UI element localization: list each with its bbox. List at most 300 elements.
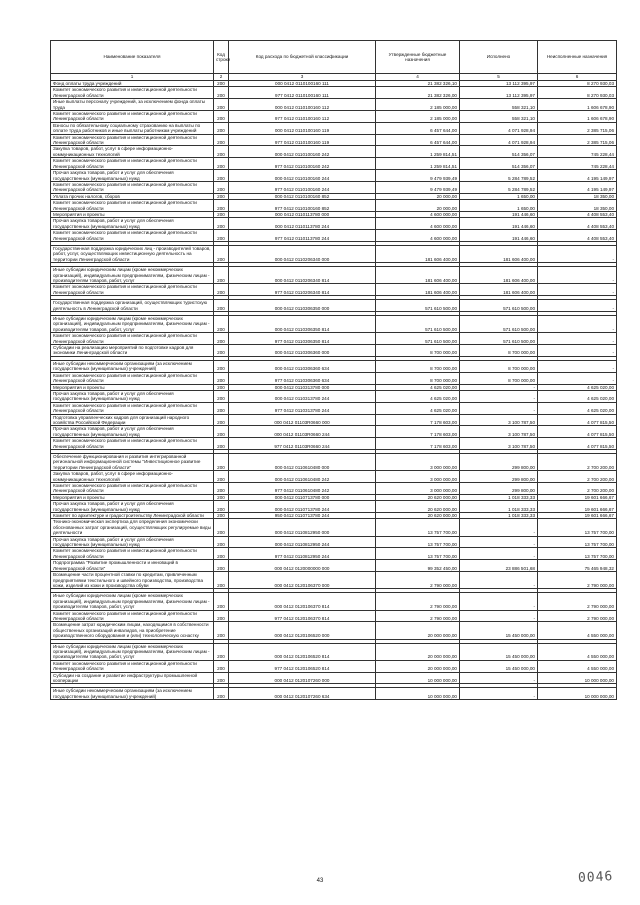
row-code-cell: 200 [214,672,229,684]
approved-amount-cell: 13 757 700,00 [376,536,460,548]
table-row [51,267,617,284]
table-row [51,483,617,495]
table-row [51,111,617,123]
unexecuted-amount-cell: 745 228,44 [538,146,617,158]
row-name-cell: Комитет экономического развития и инвестиционной деятельности Ленинградской области [51,230,214,242]
table-row [51,360,617,372]
classification-code-cell: 977 0412 0110113780 244 [229,230,376,242]
executed-amount-cell: 191 446,60 [460,218,538,230]
table-row [51,245,617,262]
row-name-cell: Мероприятия и проекты [51,494,214,500]
row-code-cell: 200 [214,134,229,146]
classification-code-cell: 977 0412 0110206340 814 [229,284,376,296]
approved-amount-cell: 181 606 400,00 [376,284,460,296]
unexecuted-amount-cell: 10 000 000,00 [538,672,617,684]
row-code-cell: 200 [214,536,229,548]
row-name-cell: Комитет экономического развития и инвестиционной деятельности Ленинградской области [51,87,214,99]
classification-code-cell: 000 0412 0110313780 244 [229,390,376,402]
table-row [51,390,617,402]
row-name-cell: Обеспечение функционирования и развития интегрированной региональной информационной системы "Инвестиционное развитие территории Ленинградской области" [51,453,214,470]
unexecuted-amount-cell: - [538,345,617,357]
table-row [51,402,617,414]
approved-amount-cell: 8 700 000,00 [376,360,460,372]
table-row [51,688,617,700]
approved-amount-cell: 6 457 644,00 [376,134,460,146]
row-code-cell: 200 [214,548,229,560]
table-row [51,170,617,182]
unexecuted-amount-cell: - [538,267,617,284]
classification-code-cell: 000 0412 0110113780 000 [229,211,376,217]
table-row [51,87,617,99]
unexecuted-amount-cell: 19 601 666,67 [538,513,617,519]
executed-amount-cell: 191 446,60 [460,211,538,217]
approved-amount-cell: 8 700 000,00 [376,345,460,357]
row-name-cell: Закупка товаров, работ, услуг в сфере информационно-коммуникационных технологий [51,146,214,158]
executed-amount-cell: - [460,572,538,589]
executed-amount-cell: - [460,672,538,684]
classification-code-cell: 000 0412 0110306350 000 [229,300,376,312]
column-number: 1 [51,74,214,81]
approved-amount-cell: 3 000 000,00 [376,453,460,470]
row-name-cell: Уплата прочих налогов, сборов [51,193,214,199]
executed-amount-cell: 181 606 400,00 [460,245,538,262]
executed-amount-cell: 299 800,00 [460,453,538,470]
classification-code-cell: 000 0412 01103R0660 000 [229,414,376,426]
row-code-cell: 200 [214,99,229,111]
executed-amount-cell: 191 446,60 [460,230,538,242]
table-body [51,81,617,700]
approved-amount-cell: 6 457 644,00 [376,122,460,134]
row-code-cell: 200 [214,284,229,296]
unexecuted-amount-cell: 745 228,44 [538,158,617,170]
classification-code-cell: 000 0412 0120107260 000 [229,672,376,684]
row-name-cell: Взносы по обязательному социальному страхованию на выплаты по оплате труда работников и иные выплаты работникам учреждений [51,122,214,134]
classification-code-cell: 977 0412 0120106520 814 [229,660,376,672]
executed-amount-cell: 558 321,10 [460,111,538,123]
row-name-cell: Комитет экономического развития и инвестиционной деятельности Ленинградской области [51,660,214,672]
classification-code-cell: 000 0412 0110306350 814 [229,316,376,333]
row-name-cell: Комитет экономического развития и инвестиционной деятельности Ленинградской области [51,181,214,193]
classification-code-cell: 000 0412 0110100160 852 [229,193,376,199]
row-name-cell: Мероприятия и проекты [51,384,214,390]
unexecuted-amount-cell: 8 270 930,03 [538,87,617,99]
header-row-code: Код строки [214,41,229,74]
table-row [51,134,617,146]
approved-amount-cell: 2 790 000,00 [376,610,460,622]
approved-amount-cell: 99 352 450,00 [376,560,460,572]
executed-amount-cell: - [460,390,538,402]
row-code-cell: 200 [214,643,229,660]
executed-amount-cell: 3 100 787,50 [460,414,538,426]
executed-amount-cell: - [460,536,538,548]
unexecuted-amount-cell: 4 625 020,00 [538,402,617,414]
executed-amount-cell: 13 112 395,97 [460,81,538,87]
row-name-cell: Комитет экономического развития и инвестиционной деятельности Ленинградской области [51,200,214,212]
row-code-cell: 200 [214,572,229,589]
executed-amount-cell: 4 071 928,94 [460,122,538,134]
executed-amount-cell: 181 606 400,00 [460,267,538,284]
row-name-cell: Прочая закупка товаров, работ и услуг для обеспечения государственных (муниципальных) нужд [51,170,214,182]
column-number: 4 [376,74,460,81]
classification-code-cell: 000 0412 0120106520 000 [229,622,376,639]
unexecuted-amount-cell: 1 606 678,90 [538,99,617,111]
classification-code-cell: 000 0412 0110313780 000 [229,384,376,390]
classification-code-cell: 000 0412 0120107260 634 [229,688,376,700]
classification-code-cell: 000 0412 0110812950 000 [229,519,376,536]
row-code-cell: 200 [214,384,229,390]
row-code-cell: 200 [214,111,229,123]
row-name-cell: Комитет экономического развития и инвестиционной деятельности Ленинградской области [51,548,214,560]
classification-code-cell: 977 0412 0110100160 242 [229,158,376,170]
approved-amount-cell: 4 600 000,00 [376,230,460,242]
executed-amount-cell: 571 610 500,00 [460,333,538,345]
table-row [51,610,617,622]
approved-amount-cell: 20 000 000,00 [376,660,460,672]
row-code-cell: 200 [214,660,229,672]
executed-amount-cell: 514 356,07 [460,158,538,170]
unexecuted-amount-cell: 75 465 948,32 [538,560,617,572]
row-name-cell: Технико-экономическая экспертиза для определения экономически обоснованных затрат организаций, осуществляющих регулируемые виды деятельности [51,519,214,536]
row-code-cell: 200 [214,438,229,450]
approved-amount-cell: 10 000 000,00 [376,672,460,684]
classification-code-cell: 977 0412 0110100160 244 [229,181,376,193]
table-row [51,158,617,170]
classification-code-cell: 977 0412 0110306360 634 [229,372,376,384]
executed-amount-cell: 1 018 333,33 [460,494,538,500]
row-name-cell: Возмещение затрат юридическим лицам, находящимся в собственности общественных организаций инвалидов, на приобретение производственного оборудования и (или) технологическую оснастку [51,622,214,639]
approved-amount-cell: 3 000 000,00 [376,483,460,495]
header-row [51,41,617,74]
classification-code-cell: 000 0412 0120106370 814 [229,593,376,610]
executed-amount-cell: - [460,610,538,622]
table-row [51,200,617,212]
unexecuted-amount-cell: 1 606 678,90 [538,111,617,123]
classification-code-cell: 000 0412 0110713780 000 [229,494,376,500]
row-name-cell: Комитет экономического развития и инвестиционной деятельности Ленинградской области [51,402,214,414]
classification-code-cell: 000 0412 0110100160 111 [229,81,376,87]
row-code-cell: 200 [214,158,229,170]
approved-amount-cell: 8 700 000,00 [376,372,460,384]
unexecuted-amount-cell: 18 350,00 [538,193,617,199]
approved-amount-cell: 571 610 500,00 [376,300,460,312]
approved-amount-cell: 13 757 700,00 [376,548,460,560]
table-row [51,284,617,296]
handwritten-stamp: 0046 [577,869,614,886]
row-name-cell: Иные выплаты персоналу учреждений, за исключением фонда оплаты труда [51,99,214,111]
unexecuted-amount-cell: 13 757 700,00 [538,536,617,548]
row-name-cell: Прочая закупка товаров, работ и услуг для обеспечения государственных (муниципальных) нужд [51,426,214,438]
row-name-cell: Субсидии на реализацию мероприятий по подготовке кадров для экономики Ленинградской области [51,345,214,357]
approved-amount-cell: 21 382 326,10 [376,81,460,87]
approved-amount-cell: 20 620 000,00 [376,513,460,519]
approved-amount-cell: 21 382 326,00 [376,87,460,99]
table-row [51,519,617,536]
unexecuted-amount-cell: 19 601 666,67 [538,494,617,500]
column-number: 6 [538,74,617,81]
executed-amount-cell: 4 071 928,94 [460,134,538,146]
executed-amount-cell: 1 018 333,33 [460,501,538,513]
unexecuted-amount-cell: 2 385 715,06 [538,134,617,146]
row-name-cell: Подготовка управленческих кадров для организаций народного хозяйства Российской Федерации [51,414,214,426]
row-code-cell: 200 [214,267,229,284]
row-code-cell: 200 [214,501,229,513]
table-row [51,572,617,589]
classification-code-cell: 000 0412 0110812950 244 [229,536,376,548]
row-code-cell: 200 [214,360,229,372]
approved-amount-cell: 571 610 500,00 [376,316,460,333]
row-name-cell: Фонд оплаты труда учреждений [51,81,214,87]
table-row [51,593,617,610]
table-row [51,372,617,384]
row-code-cell: 200 [214,453,229,470]
table-row [51,218,617,230]
row-name-cell: Иные субсидии юридическим лицам (кроме некоммерческих организаций), индивидуальным предпринимателям, физическим лицам - производителям товаров, работ, услуг [51,593,214,610]
unexecuted-amount-cell: 10 000 000,00 [538,688,617,700]
classification-code-cell: 977 0412 0110610480 242 [229,483,376,495]
unexecuted-amount-cell: - [538,284,617,296]
row-code-cell: 200 [214,426,229,438]
table-row [51,122,617,134]
row-code-cell: 200 [214,316,229,333]
budget-execution-table [50,40,617,700]
row-code-cell: 200 [214,390,229,402]
header-unexecuted: Неисполненные назначения [538,41,617,74]
table-row [51,181,617,193]
table-row [51,333,617,345]
row-name-cell: Прочая закупка товаров, работ и услуг для обеспечения государственных (муниципальных) нужд [51,218,214,230]
unexecuted-amount-cell: 4 625 020,00 [538,390,617,402]
approved-amount-cell: 20 620 000,00 [376,501,460,513]
approved-amount-cell: 20 000 000,00 [376,622,460,639]
executed-amount-cell: - [460,402,538,414]
unexecuted-amount-cell: 2 700 200,00 [538,483,617,495]
unexecuted-amount-cell: - [538,333,617,345]
classification-code-cell: 977 0412 0110812950 244 [229,548,376,560]
classification-code-cell: 000 0412 0110206340 000 [229,245,376,262]
approved-amount-cell: 4 625 020,00 [376,402,460,414]
row-name-cell: Прочая закупка товаров, работ и услуг для обеспечения государственных (муниципальных) нужд [51,390,214,402]
executed-amount-cell: 514 356,07 [460,146,538,158]
row-code-cell: 200 [214,193,229,199]
table-row [51,438,617,450]
executed-amount-cell: 3 100 787,50 [460,438,538,450]
table-row [51,501,617,513]
classification-code-cell: 000 0412 0110306360 000 [229,345,376,357]
unexecuted-amount-cell: 4 195 149,97 [538,170,617,182]
unexecuted-amount-cell: 4 077 815,50 [538,426,617,438]
table-row [51,426,617,438]
classification-code-cell: 977 0412 0110100160 852 [229,200,376,212]
table-row [51,230,617,242]
unexecuted-amount-cell: 4 550 000,00 [538,622,617,639]
table-row [51,146,617,158]
row-code-cell: 200 [214,181,229,193]
row-name-cell: Комитет экономического развития и инвестиционной деятельности Ленинградской области [51,483,214,495]
row-name-cell: Комитет экономического развития и инвестиционной деятельности Ленинградской области [51,372,214,384]
executed-amount-cell: 23 886 501,68 [460,560,538,572]
classification-code-cell: 977 0412 0110100160 112 [229,111,376,123]
approved-amount-cell: 3 000 000,00 [376,471,460,483]
table-row [51,560,617,572]
row-code-cell: 200 [214,471,229,483]
classification-code-cell: 977 0412 0110313780 244 [229,402,376,414]
row-code-cell: 200 [214,345,229,357]
executed-amount-cell: 1 018 333,33 [460,513,538,519]
approved-amount-cell: 7 178 603,00 [376,426,460,438]
unexecuted-amount-cell: 2 700 200,00 [538,471,617,483]
executed-amount-cell: 299 800,00 [460,483,538,495]
executed-amount-cell: 1 650,00 [460,193,538,199]
classification-code-cell: 950 0412 0110713780 244 [229,513,376,519]
row-name-cell: Иные субсидии некоммерческим организациям (за исключением государственных (муниципальных) учреждений) [51,688,214,700]
unexecuted-amount-cell: 2 790 000,00 [538,572,617,589]
executed-amount-cell: 571 610 500,00 [460,300,538,312]
approved-amount-cell: 181 606 400,00 [376,267,460,284]
unexecuted-amount-cell: 2 385 715,06 [538,122,617,134]
unexecuted-amount-cell: 4 550 000,00 [538,660,617,672]
row-name-cell: Комитет экономического развития и инвестиционной деятельности Ленинградской области [51,610,214,622]
column-number: 2 [214,74,229,81]
executed-amount-cell: 15 450 000,00 [460,643,538,660]
approved-amount-cell: 9 479 939,49 [376,181,460,193]
approved-amount-cell: 10 000 000,00 [376,688,460,700]
row-name-cell: Закупка товаров, работ, услуг в сфере информационно-коммуникационных технологий [51,471,214,483]
unexecuted-amount-cell: 13 757 700,00 [538,519,617,536]
classification-code-cell: 000 0412 0110113780 244 [229,218,376,230]
unexecuted-amount-cell: 2 700 200,00 [538,453,617,470]
unexecuted-amount-cell: 4 625 020,00 [538,384,617,390]
header-executed: Исполнено [460,41,538,74]
approved-amount-cell: 4 600 000,00 [376,211,460,217]
classification-code-cell: 000 0412 0110100160 112 [229,99,376,111]
classification-code-cell: 977 0412 0110100160 119 [229,134,376,146]
unexecuted-amount-cell: - [538,300,617,312]
header-approved: Утвержденные бюджетные назначения [376,41,460,74]
classification-code-cell: 000 0412 0110610480 000 [229,453,376,470]
approved-amount-cell: 9 479 939,49 [376,170,460,182]
column-number-row [51,74,617,81]
classification-code-cell: 000 0412 01103R0660 244 [229,426,376,438]
row-code-cell: 200 [214,414,229,426]
row-name-cell: Комитет экономического развития и инвестиционной деятельности Ленинградской области [51,158,214,170]
approved-amount-cell: 2 790 000,00 [376,572,460,589]
unexecuted-amount-cell: - [538,372,617,384]
row-code-cell: 200 [214,610,229,622]
classification-code-cell: 000 0412 0110100160 242 [229,146,376,158]
classification-code-cell: 000 0412 0110610480 242 [229,471,376,483]
row-name-cell: Комитет экономического развития и инвестиционной деятельности Ленинградской области [51,333,214,345]
classification-code-cell: 000 0412 0110100160 119 [229,122,376,134]
table-row [51,660,617,672]
unexecuted-amount-cell: - [538,316,617,333]
row-code-cell: 200 [214,211,229,217]
executed-amount-cell: - [460,593,538,610]
executed-amount-cell: 3 100 787,50 [460,426,538,438]
unexecuted-amount-cell: 4 408 553,40 [538,218,617,230]
table-row [51,471,617,483]
unexecuted-amount-cell: 18 350,00 [538,200,617,212]
executed-amount-cell: 8 700 000,00 [460,345,538,357]
executed-amount-cell: 558 321,10 [460,99,538,111]
table-row [51,99,617,111]
row-name-cell: Прочая закупка товаров, работ и услуг для обеспечения государственных (муниципальных) нужд [51,536,214,548]
approved-amount-cell: 2 790 000,00 [376,593,460,610]
row-name-cell: Мероприятия и проекты [51,211,214,217]
executed-amount-cell: 8 700 000,00 [460,372,538,384]
row-code-cell: 200 [214,483,229,495]
row-code-cell: 200 [214,170,229,182]
row-code-cell: 200 [214,402,229,414]
executed-amount-cell: 15 450 000,00 [460,660,538,672]
approved-amount-cell: 20 620 000,00 [376,494,460,500]
row-code-cell: 200 [214,245,229,262]
row-code-cell: 200 [214,300,229,312]
row-code-cell: 200 [214,81,229,87]
row-code-cell: 200 [214,519,229,536]
row-code-cell: 200 [214,218,229,230]
approved-amount-cell: 2 185 000,00 [376,99,460,111]
unexecuted-amount-cell: 4 408 553,40 [538,211,617,217]
unexecuted-amount-cell: 4 550 000,00 [538,643,617,660]
table-row [51,345,617,357]
unexecuted-amount-cell: 4 077 815,50 [538,414,617,426]
approved-amount-cell: 20 000,00 [376,200,460,212]
row-name-cell: Иные субсидии юридическим лицам (кроме некоммерческих организаций), индивидуальным предпринимателям, физическим лицам - производителям товаров, работ, услуг [51,643,214,660]
approved-amount-cell: 4 600 000,00 [376,218,460,230]
executed-amount-cell: 5 284 789,52 [460,170,538,182]
unexecuted-amount-cell: 13 757 700,00 [538,548,617,560]
row-code-cell: 200 [214,494,229,500]
unexecuted-amount-cell: 2 790 000,00 [538,593,617,610]
executed-amount-cell: - [460,548,538,560]
row-name-cell: Иные субсидии юридическим лицам (кроме некоммерческих организаций), индивидуальным предпринимателям, физическим лицам - производителям товаров, работ, услуг [51,316,214,333]
row-code-cell: 200 [214,560,229,572]
row-name-cell: Комитет экономического развития и инвестиционной деятельности Ленинградской области [51,438,214,450]
row-code-cell: 200 [214,122,229,134]
approved-amount-cell: 181 606 400,00 [376,245,460,262]
executed-amount-cell: 299 800,00 [460,471,538,483]
row-code-cell: 200 [214,200,229,212]
unexecuted-amount-cell: 4 195 149,97 [538,181,617,193]
unexecuted-amount-cell: 2 790 000,00 [538,610,617,622]
classification-code-cell: 977 0412 0120106370 814 [229,610,376,622]
row-code-cell: 200 [214,333,229,345]
row-code-cell: 200 [214,622,229,639]
approved-amount-cell: 4 625 020,00 [376,384,460,390]
table-row [51,643,617,660]
executed-amount-cell: 571 610 500,00 [460,316,538,333]
classification-code-cell: 977 0412 0110306350 814 [229,333,376,345]
approved-amount-cell: 1 259 814,51 [376,158,460,170]
table-row [51,316,617,333]
unexecuted-amount-cell: 8 270 930,03 [538,81,617,87]
header-name: Наименование показателя [51,41,214,74]
classification-code-cell: 977 0412 0110100160 111 [229,87,376,99]
table-row [51,300,617,312]
row-name-cell: Подпрограмма "Развитие промышленности и инноваций в Ленинградской области" [51,560,214,572]
table-row [51,414,617,426]
row-code-cell: 200 [214,513,229,519]
row-code-cell: 200 [214,87,229,99]
classification-code-cell: 977 0412 01103R0660 244 [229,438,376,450]
unexecuted-amount-cell: - [538,245,617,262]
executed-amount-cell: 5 284 789,52 [460,181,538,193]
classification-code-cell: 000 0412 0110713780 244 [229,501,376,513]
row-name-cell: Комитет экономического развития и инвестиционной деятельности Ленинградской области [51,284,214,296]
executed-amount-cell: - [460,384,538,390]
classification-code-cell: 000 0412 0110206340 814 [229,267,376,284]
approved-amount-cell: 13 757 700,00 [376,519,460,536]
